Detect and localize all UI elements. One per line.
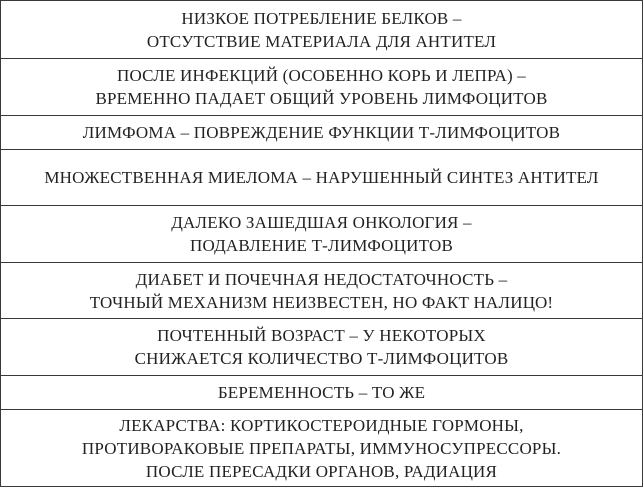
row-text-line: БЕРЕМЕННОСТЬ – ТО ЖЕ	[217, 383, 426, 402]
row-text-line: ТОЧНЫЙ МЕХАНИЗМ НЕИЗВЕСТЕН, НО ФАКТ НАЛИЦО!	[89, 292, 554, 312]
table-row-lymphoma	[1, 116, 642, 150]
table-row-old-age	[1, 319, 642, 376]
table-row-pregnancy	[1, 376, 642, 410]
table-row-infections	[1, 59, 642, 116]
row-text-line: ПРОТИВОРАКОВЫЕ ПРЕПАРАТЫ, ИММУНОСУПРЕССОРЫ.	[81, 438, 562, 458]
table-row-low-protein	[1, 1, 642, 59]
row-text-line: ПОДАВЛЕНИЕ Т-ЛИМФОЦИТОВ	[190, 236, 453, 255]
row-text-line: НИЗКОЕ ПОТРЕБЛЕНИЕ БЕЛКОВ –	[181, 8, 462, 28]
table-row-oncology	[1, 206, 642, 263]
row-text-line: МНОЖЕСТВЕННАЯ МИЕЛОМА – НАРУШЕННЫЙ СИНТЕЗ АНТИТЕЛ	[44, 168, 599, 187]
row-text-line: ОТСУТСТВИЕ МАТЕРИАЛА ДЛЯ АНТИТЕЛ	[146, 31, 497, 51]
table-row-medications	[1, 410, 642, 486]
row-text-line: ДАЛЕКО ЗАШЕДШАЯ ОНКОЛОГИЯ –	[171, 213, 472, 232]
row-text-line: СНИЖАЕТСЯ КОЛИЧЕСТВО Т-ЛИМФОЦИТОВ	[134, 349, 509, 368]
row-text-line: ПОСЛЕ ПЕРЕСАДКИ ОРГАНОВ, РАДИАЦИЯ	[145, 461, 498, 481]
row-text-line: ПОСЛЕ ИНФЕКЦИЙ (ОСОБЕННО КОРЬ И ЛЕПРА) –	[117, 66, 526, 85]
table-row-myeloma	[1, 150, 642, 206]
row-text-line: ЛИМФОМА – ПОВРЕЖДЕНИЕ ФУНКЦИИ Т-ЛИМФОЦИТОВ	[82, 123, 561, 142]
row-text-line: ВРЕМЕННО ПАДАЕТ ОБЩИЙ УРОВЕНЬ ЛИМФОЦИТОВ	[95, 89, 548, 108]
row-text-line: ПОЧТЕННЫЙ ВОЗРАСТ – У НЕКОТОРЫХ	[157, 326, 486, 345]
row-text-line: ДИАБЕТ И ПОЧЕЧНАЯ НЕДОСТАТОЧНОСТЬ –	[135, 269, 508, 289]
table-row-diabetes	[1, 263, 642, 319]
row-text-line: ЛЕКАРСТВА: КОРТИКОСТЕРОИДНЫЕ ГОРМОНЫ,	[119, 415, 524, 435]
